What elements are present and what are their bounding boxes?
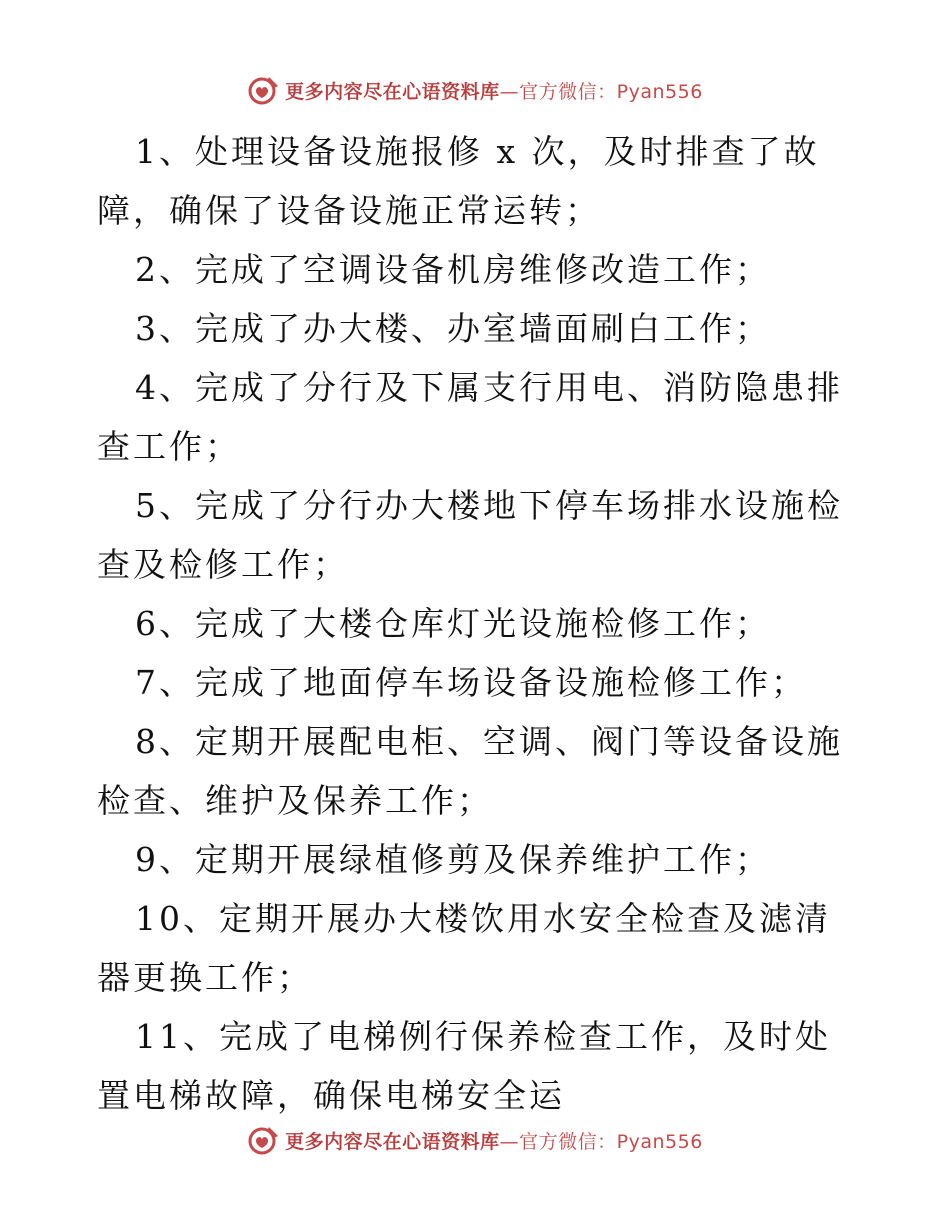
header-banner bbox=[0, 70, 950, 110]
paragraph-2: 2、完成了空调设备机房维修改造工作； bbox=[135, 250, 771, 289]
pen-heart-logo-icon bbox=[247, 73, 281, 107]
paragraph-1: 1、处理设备设施报修 x 次，及时排查了故障，确保了设备设施正常运转； bbox=[97, 132, 820, 230]
paragraph-6: 6、完成了大楼仓库灯光设施检修工作； bbox=[135, 604, 771, 643]
paragraph-3: 3、完成了办大楼、办室墙面刷白工作； bbox=[135, 309, 771, 348]
header-banner-rest: —官方微信：Pyan556 bbox=[499, 80, 703, 103]
pen-heart-logo-icon bbox=[247, 1123, 281, 1157]
paragraph-5: 5、完成了分行办大楼地下停车场排水设施检查及检修工作； bbox=[97, 486, 843, 584]
paragraph-7: 7、完成了地面停车场设备设施检修工作； bbox=[135, 663, 807, 702]
footer-banner-rest: —官方微信：Pyan556 bbox=[499, 1130, 703, 1153]
footer-banner-main: 更多内容尽在心语资料库 bbox=[285, 1130, 500, 1153]
paragraph-4: 4、完成了分行及下属支行用电、消防隐患排查工作； bbox=[97, 368, 843, 466]
header-banner-text bbox=[285, 77, 703, 104]
paragraph-11: 11、完成了电梯例行保养检查工作，及时处置电梯故障，确保电梯安全运 bbox=[97, 1017, 831, 1115]
header-banner-content bbox=[247, 73, 703, 107]
paragraph-8: 8、定期开展配电柜、空调、阀门等设备设施检查、维护及保养工作； bbox=[97, 722, 843, 820]
footer-banner-text bbox=[285, 1127, 703, 1154]
document-body bbox=[97, 122, 857, 1125]
paragraph-10: 10、定期开展办大楼饮用水安全检查及滤清器更换工作； bbox=[97, 899, 831, 997]
footer-banner bbox=[0, 1120, 950, 1160]
header-banner-main: 更多内容尽在心语资料库 bbox=[285, 80, 500, 103]
paragraph-9: 9、定期开展绿植修剪及保养维护工作； bbox=[135, 840, 771, 879]
footer-banner-content bbox=[247, 1123, 703, 1157]
